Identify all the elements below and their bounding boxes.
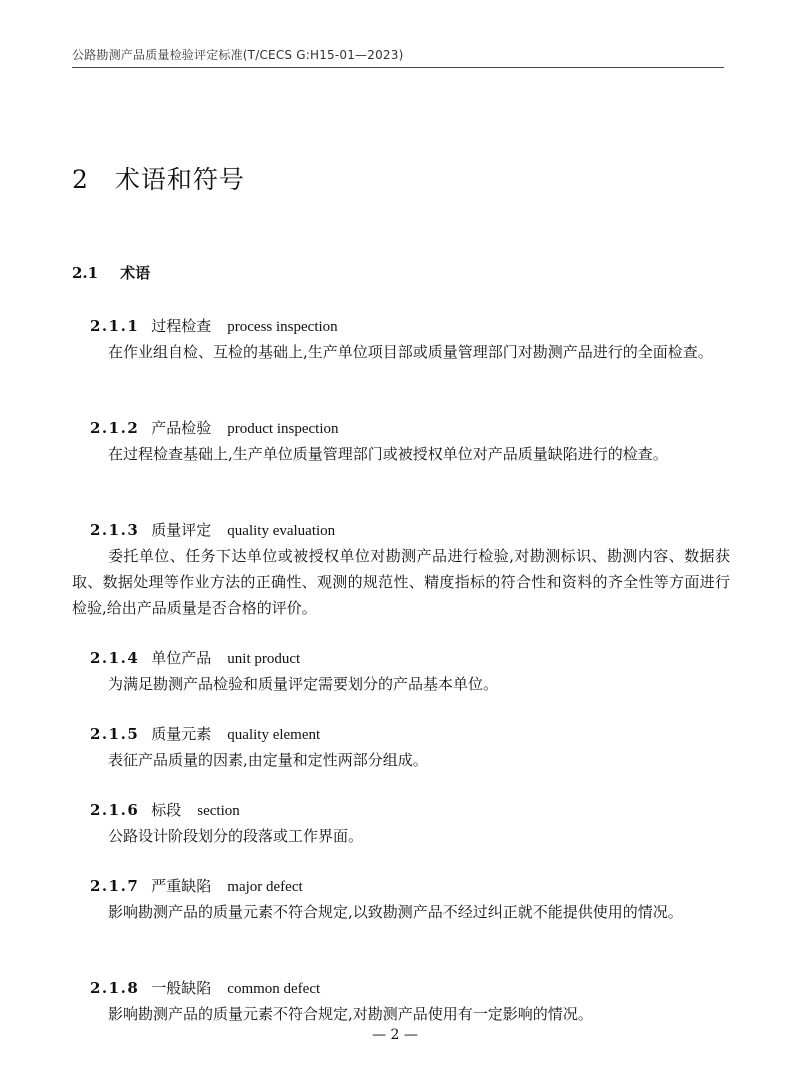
term-heading xyxy=(72,797,730,823)
term-chinese: 单位产品 xyxy=(151,649,212,667)
term-english: quality evaluation xyxy=(227,523,336,539)
term-number: 2.1.8 xyxy=(90,979,140,997)
term-heading xyxy=(72,645,730,671)
term-chinese: 一般缺陷 xyxy=(151,979,212,997)
term-heading xyxy=(72,873,730,899)
term-definition: 为满足勘测产品检验和质量评定需要划分的产品基本单位。 xyxy=(108,675,499,693)
section-number: 2.1 xyxy=(72,264,99,282)
term-english: common defect xyxy=(227,981,321,997)
chapter-title-text: 术语和符号 xyxy=(114,165,245,194)
chapter-number: 2 xyxy=(72,165,89,194)
term-chinese: 质量评定 xyxy=(151,521,212,539)
term-definition: 委托单位、任务下达单位或被授权单位对勘测产品进行检验,对勘测标识、勘测内容、数据获取、数据处理等作业方法的正确性、观测的规范性、精度指标的符合性和资料的齐全性等方面进行检验,给出产品质量是否合格的评价。 xyxy=(72,547,730,617)
running-header: 公路勘测产品质量检验评定标准(T/CECS G:H15-01—2023) xyxy=(72,48,404,62)
term-english: quality element xyxy=(227,727,321,743)
term-definition: 影响勘测产品的质量元素不符合规定,以致勘测产品不经过纠正就不能提供使用的情况。 xyxy=(108,903,683,921)
term-heading xyxy=(72,517,730,543)
term-entry xyxy=(72,721,730,773)
term-entry xyxy=(72,415,730,467)
page-number: — 2 — xyxy=(372,1027,418,1043)
term-heading xyxy=(72,415,730,441)
term-english: process inspection xyxy=(227,319,338,335)
term-chinese: 质量元素 xyxy=(151,725,212,743)
term-number: 2.1.4 xyxy=(90,649,140,667)
term-number: 2.1.6 xyxy=(90,801,140,819)
term-definition: 公路设计阶段划分的段落或工作界面。 xyxy=(108,827,364,845)
term-heading xyxy=(72,721,730,747)
term-heading xyxy=(72,313,730,339)
term-number: 2.1.2 xyxy=(90,419,140,437)
header-rule xyxy=(72,67,724,68)
section-title-text: 术语 xyxy=(120,264,151,282)
term-entry xyxy=(72,975,730,1027)
term-number: 2.1.3 xyxy=(90,521,140,539)
term-definition: 在过程检查基础上,生产单位质量管理部门或被授权单位对产品质量缺陷进行的检查。 xyxy=(108,445,668,463)
term-definition: 影响勘测产品的质量元素不符合规定,对勘测产品使用有一定影响的情况。 xyxy=(108,1005,593,1023)
term-english: major defect xyxy=(227,879,303,895)
term-entry xyxy=(72,313,730,365)
term-number: 2.1.5 xyxy=(90,725,140,743)
term-number: 2.1.7 xyxy=(90,877,140,895)
term-heading xyxy=(72,975,730,1001)
chapter-title xyxy=(72,160,245,196)
term-definition: 在作业组自检、互检的基础上,生产单位项目部或质量管理部门对勘测产品进行的全面检查。 xyxy=(108,343,713,361)
term-entry xyxy=(72,873,730,925)
term-chinese: 过程检查 xyxy=(151,317,212,335)
term-chinese: 产品检验 xyxy=(151,419,212,437)
term-number: 2.1.1 xyxy=(90,317,140,335)
term-entry xyxy=(72,517,730,621)
term-chinese: 严重缺陷 xyxy=(151,877,212,895)
section-heading xyxy=(72,262,150,283)
term-definition: 表征产品质量的因素,由定量和定性两部分组成。 xyxy=(108,751,428,769)
term-entry xyxy=(72,645,730,697)
term-english: section xyxy=(197,803,240,819)
term-english: unit product xyxy=(227,651,301,667)
term-entry xyxy=(72,797,730,849)
term-english: product inspection xyxy=(227,421,339,437)
term-chinese: 标段 xyxy=(151,801,182,819)
